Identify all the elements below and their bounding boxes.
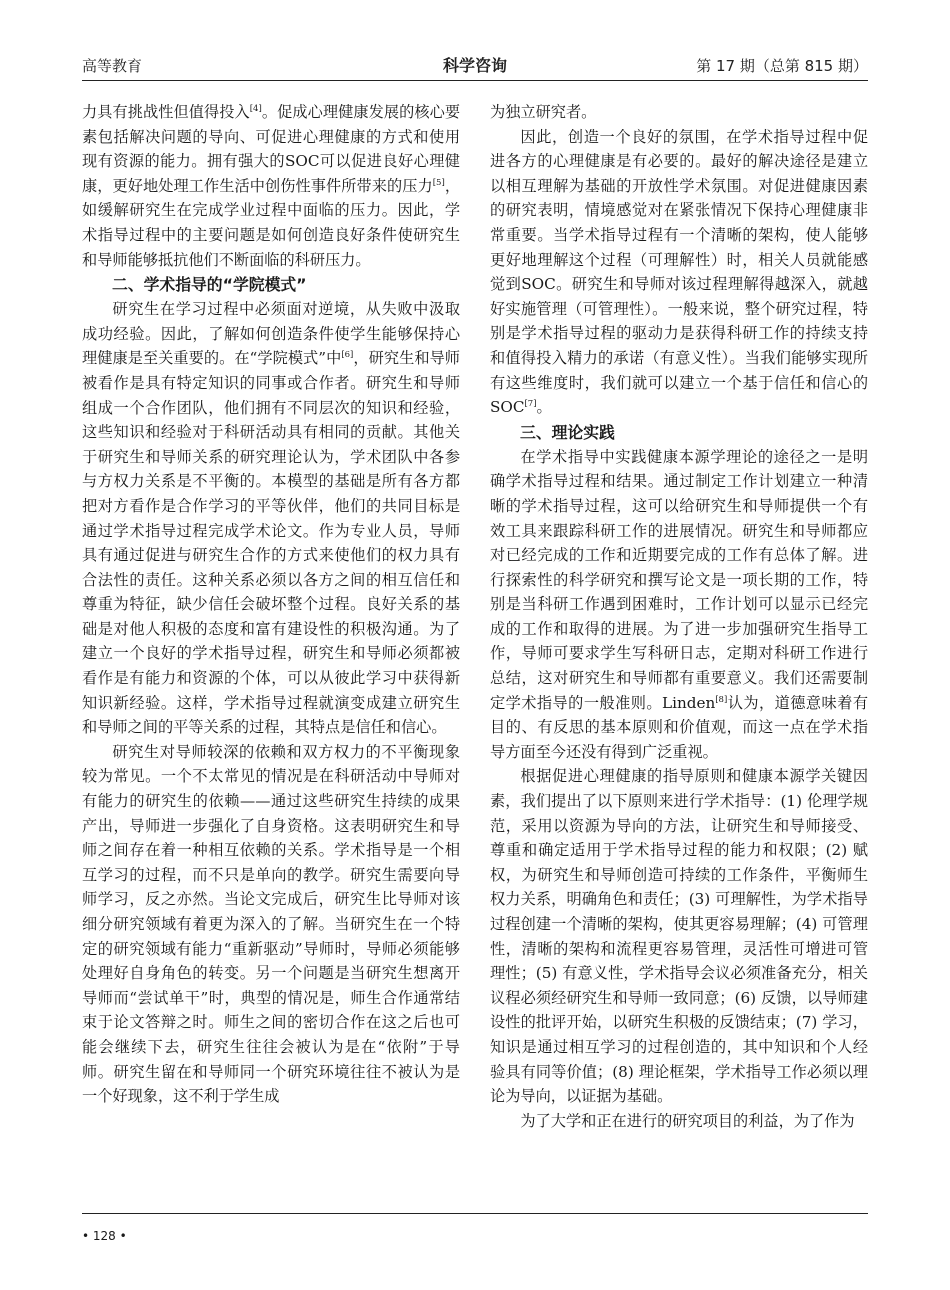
header-rule [82, 80, 868, 81]
paragraph: 研究生对导师较深的依赖和双方权力的不平衡现象较为常见。一个不太常见的情况是在科研活动中导师对有能力的研究生的依赖——通过这些研究生持续的成果产出，导师进一步强化了自身资格。这表明研究生和导师之间存在着一种相互依赖的关系。学术指导是一个相互学习的过程，而不只是单向的教学。研究生需要向导师学习，反之亦然。当论文完成后，研究生比导师对该细分研究领域有着更为深入的了解。当研究生在一个特定的研究领域有能力“重新驱动”导师时，导师必须能够处理好自身角色的转变。另一个问题是当研究生想离开导师而“尝试单干”时，典型的情况是，师生合作通常结束于论文答辩之时。师生之间的密切合作在这之后也可能会继续下去，研究生往往会被认为是在“依附”于导师。研究生留在和导师同一个研究环境往往不被认为是一个好现象，这不利于学生成 [82, 742, 460, 1106]
citation: [8] [715, 694, 728, 705]
journal-section: 高等教育 [82, 57, 143, 75]
left-column [82, 100, 460, 1109]
footer-rule [82, 1213, 868, 1214]
citation: [4] [249, 103, 262, 114]
paragraph: 因此，创造一个良好的氛围，在学术指导过程中促进各方的心理健康是有必要的。最好的解决途径是建立以相互理解为基础的开放性学术氛围。对促进健康因素的研究表明，情境感觉对在紧张情况下保持心理健康非常重要。当学术指导过程有一个清晰的架构，使人能够更好地理解这个过程（可理解性）时，相关人员就能感觉到SOC。研究生和导师对该过程理解得越深入，就越好实施管理（可管理性）。一般来说，整个研究过程，特别是学术指导过程的驱动力是获得科研工作的持续支持和值得投入精力的承诺（有意义性）。当我们能够实现所有这些维度时，我们就可以建立一个基于信任和信心的SOC[7]。 [490, 127, 868, 417]
section-heading: 三、理论实践 [520, 422, 615, 442]
issue-number: 第 17 期（总第 815 期） [696, 57, 868, 75]
citation: [5] [432, 177, 445, 188]
paragraph: 根据促进心理健康的指导原则和健康本源学关键因素，我们提出了以下原则来进行学术指导：(1) 伦理学规范，采用以资源为导向的方法，让研究生和导师接受、尊重和确定适用于学术指导过程的能力和权限；(2) 赋权，为研究生和导师创造可持续的工作条件，平衡师生权力关系，明确角色和责任；(3) 可理解性，为学术指导过程创建一个清晰的架构，使其更容易理解；(4) 可管理性，清晰的架构和流程更容易管理，灵活性可增进可管理性；(5) 有意义性，学术指导会议必须准备充分，相关议程必须经研究生和导师一致同意；(6) 反馈，以导师建设性的批评开始，以研究生积极的反馈结束；(7) 学习，知识是通过相互学习的过程创造的，其中知识和个人经验具有同等价值；(8) 理论框架，学术指导工作必须以理论为导向，以证据为基础。 [490, 767, 868, 1106]
paragraph: 为独立研究者。 [490, 103, 597, 121]
section-heading: 二、学术指导的“学院模式” [112, 275, 307, 295]
journal-title: 科学咨询 [442, 56, 507, 75]
citation: [7] [524, 399, 537, 410]
paragraph: 为了大学和正在进行的研究项目的利益，为了作为 [520, 1111, 855, 1130]
paragraph: 力具有挑战性但值得投入[4]。促成心理健康发展的核心要素包括解决问题的导向、可促进心理健康的方式和使用现有资源的能力。拥有强大的SOC可以促进良好心理健康，更好地处理工作生活中创伤性事件所带来的压力[5]，如缓解研究生在完成学业过程中面临的压力。因此，学术指导过程中的主要问题是如何创造良好条件使研究生和导师能够抵抗他们不断面临的科研压力。 [82, 103, 461, 269]
paragraph: 研究生在学习过程中必须面对逆境，从失败中汲取成功经验。因此，了解如何创造条件使学生能够保持心理健康是至关重要的。在“学院模式”中[6]，研究生和导师被看作是具有特定知识的同事或合作者。研究生和导师组成一个合作团队，他们拥有不同层次的知识和经验，这些知识和经验对于科研活动具有相同的贡献。其他关于研究生和导师关系的研究理论认为，学术团队中各参与方权力关系是不平衡的。本模型的基础是所有各方都把对方看作是合作学习的平等伙伴，他们的共同目标是通过学术指导过程完成学术论文。作为专业人员，导师具有通过促进与研究生合作的方式来使他们的权力具有合法性的责任。这种关系必须以各方之间的相互信任和尊重为特征，缺少信任会破坏整个过程。良好关系的基础是对他人积极的态度和富有建设性的积极沟通。为了建立一个良好的学术指导过程，研究生和导师必须都被看作是有能力和资源的个体，可以从彼此学习中获得新知识新经验。这样，学术指导过程就演变成建立研究生和导师之间的平等关系的过程，其特点是信任和信心。 [82, 300, 460, 737]
citation: [6] [341, 350, 354, 361]
page-number: • 128 • [82, 1229, 127, 1243]
paragraph: 在学术指导中实践健康本源学理论的途径之一是明确学术指导过程和结果。通过制定工作计划建立一种清晰的学术指导过程，这可以给研究生和导师提供一个有效工具来跟踪科研工作的进展情况。研究生和导师都应对已经完成的工作和近期要完成的工作有总体了解。进行探索性的科学研究和撰写论文是一项长期的工作，特别是当科研工作遇到困难时，工作计划可以显示已经完成的工作和取得的进展。为了进一步加强研究生指导工作，导师可要求学生写科研日志，定期对科研工作进行总结，这对研究生和导师都有重要意义。我们还需要制定学术指导的一般准则。Linden[8]认为，道德意味着有目的、有反思的基本原则和价值观，而这一点在学术指导方面至今还没有得到广泛重视。 [490, 447, 869, 761]
right-column [490, 100, 868, 1133]
page-header [82, 54, 868, 78]
